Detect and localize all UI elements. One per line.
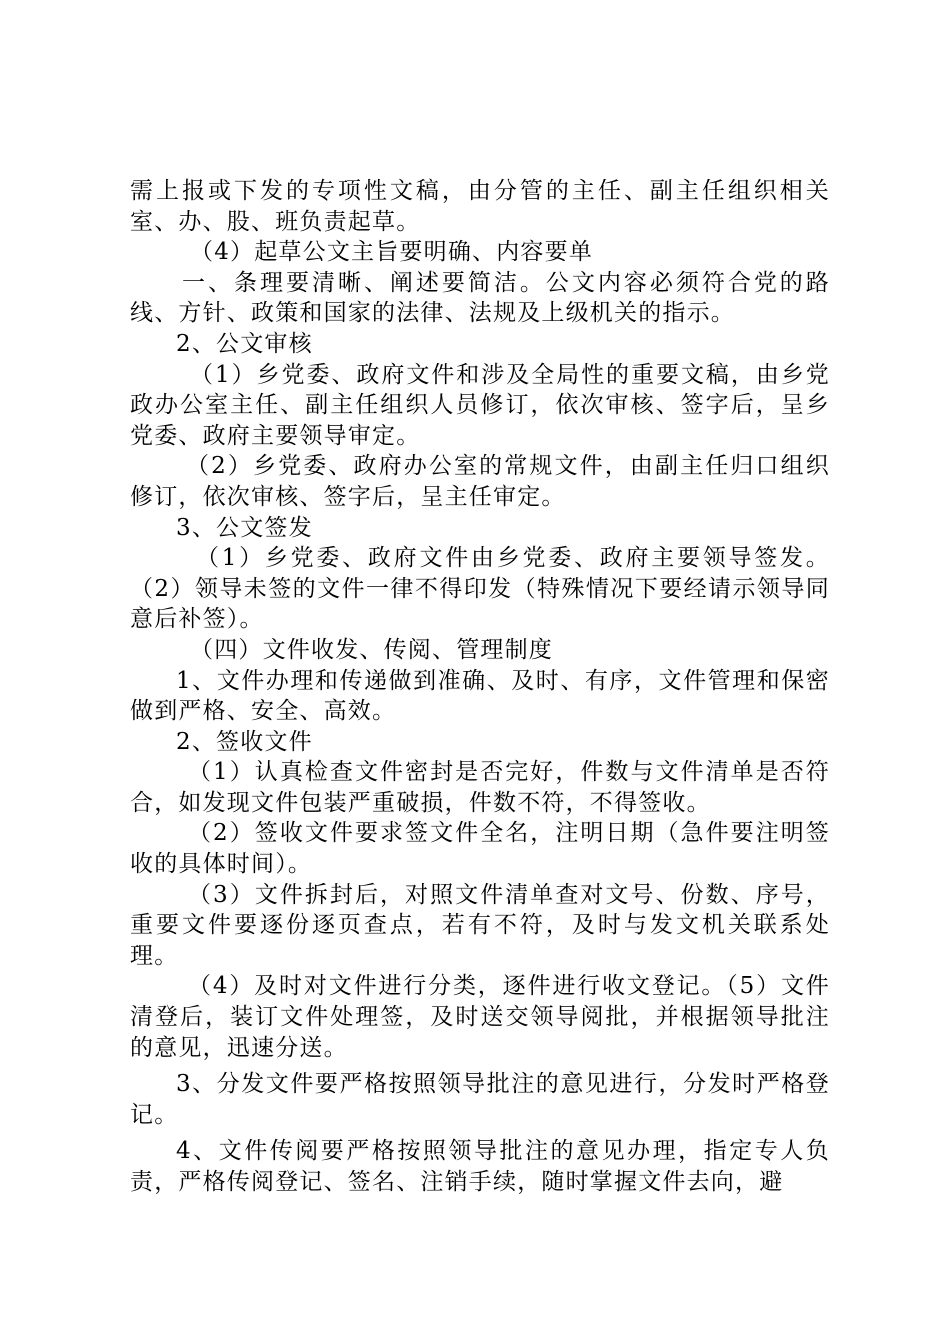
document-body — [130, 176, 830, 1198]
paragraph-15: （4）及时对文件进行分类，逐件进行收文登记。（5）文件清登后，装订文件处理签，及时送交领导阅批，并根据领导批注的意见，迅速分送。 — [130, 973, 830, 1061]
paragraph-2: （4）起草公文主旨要明确、内容要单 — [190, 239, 594, 266]
paragraph-1: 需上报或下发的专项性文稿，由分管的主任、副主任组织相关室、办、股、班负责起草。 — [130, 178, 830, 235]
paragraph-5: （1）乡党委、政府文件和涉及全局性的重要文稿，由乡党政办公室主任、副主任组织人员修订，依次审核、签字后，呈乡党委、政府主要领导审定。 — [130, 361, 830, 449]
paragraph-7: 3、公文签发 — [176, 514, 313, 541]
paragraph-11: 2、签收文件 — [176, 728, 313, 755]
paragraph-16: 3、分发文件要严格按照领导批注的意见进行，分发时严格登记。 — [130, 1071, 830, 1128]
paragraph-6: （2）乡党委、政府办公室的常规文件，由副主任归口组织修订，依次审核、签字后，呈主任审定。 — [130, 453, 830, 510]
paragraph-4: 2、公文审核 — [176, 330, 313, 357]
paragraph-12: （1）认真检查文件密封是否完好，件数与文件清单是否符合，如发现文件包装严重破损，件数不符，不得签收。 — [130, 759, 830, 816]
paragraph-13: （2）签收文件要求签文件全名，注明日期（急件要注明签收的具体时间）。 — [130, 820, 830, 878]
paragraph-9: （四）文件收发、传阅、管理制度 — [190, 636, 553, 663]
paragraph-8: （1）乡党委、政府文件由乡党委、政府主要领导签发。（2）领导未签的文件一律不得印发（特殊情况下要经请示领导同意后补签）。 — [130, 545, 830, 633]
paragraph-10: 1、文件办理和传递做到准确、及时、有序，文件管理和保密做到严格、安全、高效。 — [130, 667, 830, 725]
paragraph-14: （3）文件拆封后，对照文件清单查对文号、份数、序号，重要文件要逐份逐页查点，若有不符，及时与发文机关联系处理。 — [130, 881, 830, 969]
paragraph-3: 一、条理要清晰、阐述要简洁。公文内容必须符合党的路线、方针、政策和国家的法律、法规及上级机关的指示。 — [130, 269, 830, 327]
paragraph-17: 4、文件传阅要严格按照领导批注的意见办理，指定专人负责，严格传阅登记、签名、注销手续，随时掌握文件去向，避 — [130, 1138, 830, 1195]
